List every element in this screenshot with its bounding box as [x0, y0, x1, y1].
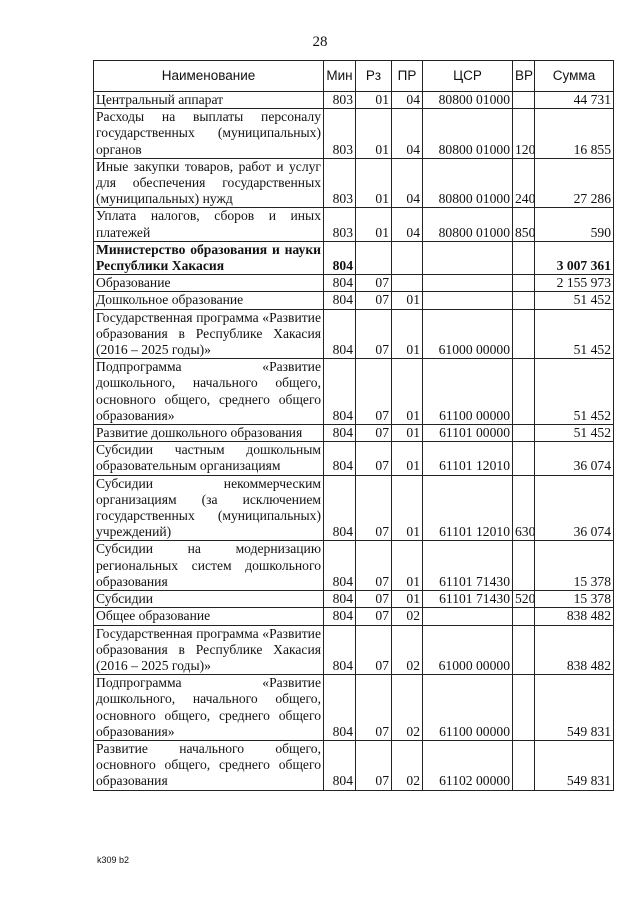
cell-min: 804: [324, 292, 356, 309]
header-vr: ВР: [513, 61, 535, 92]
cell-sum: 51 452: [535, 292, 614, 309]
cell-pr: 01: [392, 442, 423, 475]
cell-csr: 61101 12010: [423, 442, 513, 475]
footer-code: k309 b2: [97, 855, 130, 865]
cell-name: Субсидии на модернизацию региональных систем дошкольного образования: [94, 541, 324, 591]
cell-vr: [513, 92, 535, 109]
table-header-row: [94, 61, 614, 92]
cell-pr: 01: [392, 292, 423, 309]
cell-vr: 240: [513, 158, 535, 208]
cell-min: 803: [324, 158, 356, 208]
cell-vr: 120: [513, 109, 535, 159]
cell-pr: 01: [392, 591, 423, 608]
cell-pr: 01: [392, 425, 423, 442]
cell-rz: 07: [356, 275, 392, 292]
header-csr: ЦСР: [423, 61, 513, 92]
table-row: [94, 591, 614, 608]
cell-rz: 01: [356, 92, 392, 109]
cell-pr: 01: [392, 475, 423, 541]
cell-min: 804: [324, 241, 356, 274]
cell-min: 804: [324, 541, 356, 591]
cell-name: Дошкольное образование: [94, 292, 324, 309]
cell-pr: 01: [392, 541, 423, 591]
cell-csr: 80800 01000: [423, 92, 513, 109]
table-row: [94, 541, 614, 591]
table-row: [94, 608, 614, 625]
cell-pr: [392, 275, 423, 292]
cell-name: Государственная программа «Развитие образования в Республике Хакасия (2016 – 2025 годы)»: [94, 309, 324, 359]
cell-rz: 07: [356, 675, 392, 741]
cell-sum: 27 286: [535, 158, 614, 208]
table-row: [94, 241, 614, 274]
cell-name: Образование: [94, 275, 324, 292]
table-row: [94, 359, 614, 425]
header-rz: Рз: [356, 61, 392, 92]
header-sum: Сумма: [535, 61, 614, 92]
cell-csr: 61101 12010: [423, 475, 513, 541]
table-row: [94, 740, 614, 790]
cell-vr: [513, 292, 535, 309]
cell-sum: 51 452: [535, 359, 614, 425]
cell-min: 804: [324, 625, 356, 675]
cell-min: 804: [324, 442, 356, 475]
cell-vr: [513, 359, 535, 425]
table-row: [94, 442, 614, 475]
cell-sum: 51 452: [535, 425, 614, 442]
cell-vr: [513, 608, 535, 625]
page-number: 28: [312, 34, 328, 50]
cell-pr: 04: [392, 208, 423, 241]
cell-pr: 01: [392, 359, 423, 425]
table-body: [94, 92, 614, 791]
cell-csr: 61100 00000: [423, 675, 513, 741]
cell-csr: [423, 292, 513, 309]
cell-min: 804: [324, 275, 356, 292]
table-row: [94, 425, 614, 442]
cell-sum: 36 074: [535, 475, 614, 541]
cell-sum: 36 074: [535, 442, 614, 475]
table-row: [94, 625, 614, 675]
cell-vr: [513, 740, 535, 790]
cell-csr: 80800 01000: [423, 109, 513, 159]
cell-csr: 61000 00000: [423, 309, 513, 359]
cell-min: 803: [324, 109, 356, 159]
table-row: [94, 92, 614, 109]
cell-csr: 61101 71430: [423, 591, 513, 608]
cell-pr: 04: [392, 158, 423, 208]
cell-min: 804: [324, 675, 356, 741]
cell-vr: [513, 309, 535, 359]
cell-rz: 07: [356, 442, 392, 475]
cell-vr: [513, 442, 535, 475]
table-row: [94, 208, 614, 241]
cell-rz: 07: [356, 591, 392, 608]
cell-vr: 630: [513, 475, 535, 541]
cell-name: Субсидии: [94, 591, 324, 608]
cell-vr: [513, 425, 535, 442]
table-row: [94, 475, 614, 541]
cell-csr: 80800 01000: [423, 208, 513, 241]
cell-min: 803: [324, 208, 356, 241]
cell-name: Развитие дошкольного образования: [94, 425, 324, 442]
header-pr: ПР: [392, 61, 423, 92]
cell-rz: 07: [356, 740, 392, 790]
cell-rz: 01: [356, 208, 392, 241]
cell-csr: [423, 241, 513, 274]
cell-csr: 61000 00000: [423, 625, 513, 675]
table-row: [94, 275, 614, 292]
cell-name: Расходы на выплаты персоналу государственных (муниципальных) органов: [94, 109, 324, 159]
cell-csr: 61100 00000: [423, 359, 513, 425]
cell-name: Субсидии некоммерческим организациям (за исключением государственных (муниципальных) учреждений): [94, 475, 324, 541]
table-row: [94, 292, 614, 309]
table-row: [94, 309, 614, 359]
cell-rz: 07: [356, 541, 392, 591]
cell-csr: 80800 01000: [423, 158, 513, 208]
cell-vr: 520: [513, 591, 535, 608]
cell-name: Общее образование: [94, 608, 324, 625]
cell-min: 804: [324, 740, 356, 790]
cell-pr: 04: [392, 109, 423, 159]
cell-rz: 07: [356, 425, 392, 442]
cell-min: 803: [324, 92, 356, 109]
cell-csr: 61101 71430: [423, 541, 513, 591]
cell-sum: 3 007 361: [535, 241, 614, 274]
cell-name: Подпрограмма «Развитие дошкольного, начального общего, основного общего, среднего общего образования»: [94, 675, 324, 741]
cell-name: Субсидии частным дошкольным образовательным организациям: [94, 442, 324, 475]
cell-csr: 61101 00000: [423, 425, 513, 442]
cell-vr: [513, 275, 535, 292]
cell-pr: [392, 241, 423, 274]
cell-sum: 590: [535, 208, 614, 241]
cell-name: Министерство образования и науки Республики Хакасия: [94, 241, 324, 274]
cell-rz: 07: [356, 359, 392, 425]
cell-vr: [513, 625, 535, 675]
cell-min: 804: [324, 608, 356, 625]
table-row: [94, 158, 614, 208]
cell-sum: 15 378: [535, 541, 614, 591]
cell-sum: 51 452: [535, 309, 614, 359]
header-name: Наименование: [94, 61, 324, 92]
cell-csr: [423, 608, 513, 625]
budget-table: [93, 60, 614, 791]
cell-sum: 2 155 973: [535, 275, 614, 292]
cell-pr: 02: [392, 740, 423, 790]
cell-min: 804: [324, 309, 356, 359]
cell-sum: 549 831: [535, 740, 614, 790]
cell-rz: [356, 241, 392, 274]
cell-min: 804: [324, 475, 356, 541]
cell-name: Центральный аппарат: [94, 92, 324, 109]
cell-pr: 04: [392, 92, 423, 109]
cell-rz: 01: [356, 158, 392, 208]
cell-rz: 07: [356, 625, 392, 675]
cell-sum: 15 378: [535, 591, 614, 608]
cell-sum: 16 855: [535, 109, 614, 159]
cell-name: Государственная программа «Развитие образования в Республике Хакасия (2016 – 2025 годы)»: [94, 625, 324, 675]
cell-rz: 01: [356, 109, 392, 159]
cell-pr: 02: [392, 675, 423, 741]
cell-name: Иные закупки товаров, работ и услуг для обеспечения государственных (муниципальных) нужд: [94, 158, 324, 208]
cell-rz: 07: [356, 309, 392, 359]
cell-min: 804: [324, 591, 356, 608]
cell-vr: 850: [513, 208, 535, 241]
cell-vr: [513, 675, 535, 741]
cell-min: 804: [324, 425, 356, 442]
cell-rz: 07: [356, 475, 392, 541]
cell-sum: 838 482: [535, 608, 614, 625]
header-min: Мин: [324, 61, 356, 92]
cell-pr: 01: [392, 309, 423, 359]
table-row: [94, 675, 614, 741]
table-row: [94, 109, 614, 159]
cell-sum: 838 482: [535, 625, 614, 675]
cell-csr: 61102 00000: [423, 740, 513, 790]
cell-pr: 02: [392, 608, 423, 625]
cell-min: 804: [324, 359, 356, 425]
cell-vr: [513, 541, 535, 591]
cell-pr: 02: [392, 625, 423, 675]
cell-csr: [423, 275, 513, 292]
cell-name: Подпрограмма «Развитие дошкольного, начального общего, основного общего, среднего общего образования»: [94, 359, 324, 425]
cell-rz: 07: [356, 292, 392, 309]
cell-name: Развитие начального общего, основного общего, среднего общего образования: [94, 740, 324, 790]
cell-sum: 44 731: [535, 92, 614, 109]
cell-rz: 07: [356, 608, 392, 625]
cell-name: Уплата налогов, сборов и иных платежей: [94, 208, 324, 241]
cell-vr: [513, 241, 535, 274]
cell-sum: 549 831: [535, 675, 614, 741]
